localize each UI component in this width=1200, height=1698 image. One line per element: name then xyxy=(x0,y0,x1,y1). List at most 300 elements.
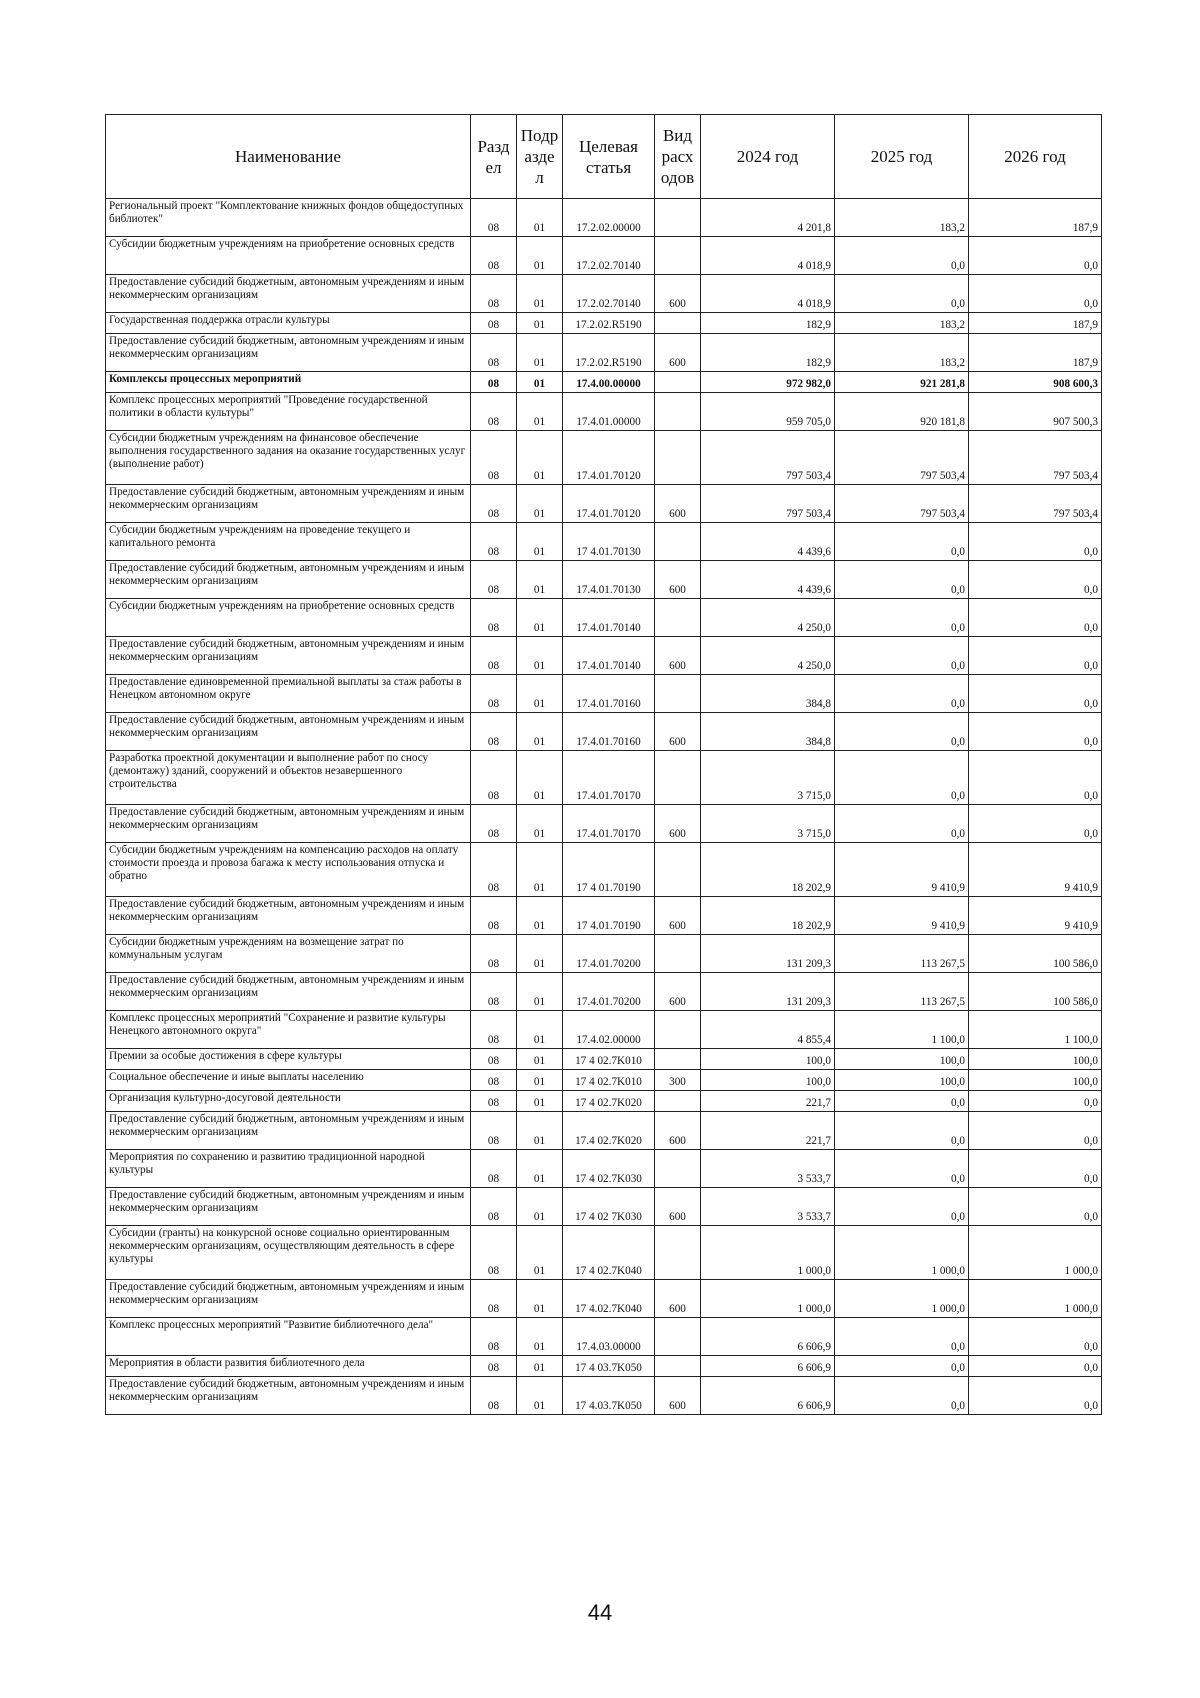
cell-section: 08 xyxy=(471,485,517,523)
cell-2025: 0,0 xyxy=(835,599,969,637)
cell-2024: 221,7 xyxy=(701,1091,835,1112)
table-row xyxy=(106,1377,1102,1415)
cell-2025: 0,0 xyxy=(835,1377,969,1415)
table-row xyxy=(106,393,1102,431)
cell-section: 08 xyxy=(471,805,517,843)
cell-2026: 187,9 xyxy=(969,313,1102,334)
cell-2026: 0,0 xyxy=(969,561,1102,599)
cell-target-article: 17 4 02.7K040 xyxy=(563,1226,655,1280)
cell-2024: 221,7 xyxy=(701,1112,835,1150)
cell-2025: 921 281,8 xyxy=(835,372,969,393)
header-name: Наименование xyxy=(106,115,471,199)
cell-section: 08 xyxy=(471,1070,517,1091)
cell-expense-type xyxy=(655,1226,701,1280)
cell-section: 08 xyxy=(471,275,517,313)
cell-2024: 182,9 xyxy=(701,313,835,334)
cell-target-article: 17.4.01.70140 xyxy=(563,637,655,675)
cell-2025: 0,0 xyxy=(835,1091,969,1112)
cell-section: 08 xyxy=(471,1049,517,1070)
cell-expense-type: 600 xyxy=(655,805,701,843)
cell-target-article: 17.4.01.70120 xyxy=(563,431,655,485)
cell-expense-type: 600 xyxy=(655,1377,701,1415)
cell-target-article: 17.4.01.70140 xyxy=(563,599,655,637)
cell-2026: 0,0 xyxy=(969,1150,1102,1188)
cell-expense-type xyxy=(655,843,701,897)
cell-name: Предоставление субсидий бюджетным, автономным учреждениям и иным некоммерческим организациям xyxy=(106,897,471,935)
cell-target-article: 17 4 03.7K050 xyxy=(563,1356,655,1377)
cell-section: 08 xyxy=(471,199,517,237)
cell-expense-type: 600 xyxy=(655,897,701,935)
cell-target-article: 17 4 02.7K030 xyxy=(563,1150,655,1188)
cell-expense-type: 600 xyxy=(655,637,701,675)
cell-subsection: 01 xyxy=(517,372,563,393)
cell-subsection: 01 xyxy=(517,523,563,561)
cell-target-article: 17 4 02.7K010 xyxy=(563,1070,655,1091)
cell-2024: 6 606,9 xyxy=(701,1318,835,1356)
cell-2025: 1 100,0 xyxy=(835,1011,969,1049)
cell-section: 08 xyxy=(471,675,517,713)
cell-subsection: 01 xyxy=(517,1070,563,1091)
cell-target-article: 17 4 02.7K020 xyxy=(563,1091,655,1112)
cell-subsection: 01 xyxy=(517,713,563,751)
table-row xyxy=(106,1049,1102,1070)
cell-2025: 100,0 xyxy=(835,1070,969,1091)
cell-expense-type: 600 xyxy=(655,485,701,523)
cell-section: 08 xyxy=(471,393,517,431)
cell-name: Предоставление субсидий бюджетным, автономным учреждениям и иным некоммерческим организациям xyxy=(106,1280,471,1318)
cell-2025: 0,0 xyxy=(835,1150,969,1188)
table-row xyxy=(106,637,1102,675)
cell-expense-type: 600 xyxy=(655,1280,701,1318)
cell-target-article: 17 4 01.70190 xyxy=(563,843,655,897)
cell-2024: 6 606,9 xyxy=(701,1377,835,1415)
cell-subsection: 01 xyxy=(517,805,563,843)
cell-subsection: 01 xyxy=(517,275,563,313)
cell-section: 08 xyxy=(471,1150,517,1188)
cell-2026: 0,0 xyxy=(969,1112,1102,1150)
cell-2025: 9 410,9 xyxy=(835,897,969,935)
cell-2025: 920 181,8 xyxy=(835,393,969,431)
cell-section: 08 xyxy=(471,599,517,637)
cell-2025: 183,2 xyxy=(835,199,969,237)
table-row xyxy=(106,313,1102,334)
cell-target-article: 17.2.02.70140 xyxy=(563,275,655,313)
cell-2026: 100 586,0 xyxy=(969,935,1102,973)
budget-table-page xyxy=(105,114,1101,1415)
cell-target-article: 17.2.02.R5190 xyxy=(563,334,655,372)
cell-expense-type: 600 xyxy=(655,973,701,1011)
cell-2026: 100 586,0 xyxy=(969,973,1102,1011)
cell-2025: 183,2 xyxy=(835,334,969,372)
cell-section: 08 xyxy=(471,713,517,751)
cell-name: Премии за особые достижения в сфере культуры xyxy=(106,1049,471,1070)
table-row xyxy=(106,843,1102,897)
cell-name: Комплексы процессных мероприятий xyxy=(106,372,471,393)
cell-target-article: 17 4.02.7K040 xyxy=(563,1280,655,1318)
cell-2026: 0,0 xyxy=(969,599,1102,637)
cell-2024: 4 439,6 xyxy=(701,561,835,599)
cell-expense-type xyxy=(655,1318,701,1356)
cell-target-article: 17.4.01.70160 xyxy=(563,713,655,751)
cell-2024: 18 202,9 xyxy=(701,897,835,935)
cell-target-article: 17.4.03.00000 xyxy=(563,1318,655,1356)
cell-section: 08 xyxy=(471,751,517,805)
cell-subsection: 01 xyxy=(517,431,563,485)
cell-subsection: 01 xyxy=(517,897,563,935)
cell-expense-type xyxy=(655,751,701,805)
cell-section: 08 xyxy=(471,897,517,935)
cell-2024: 100,0 xyxy=(701,1070,835,1091)
cell-2025: 0,0 xyxy=(835,1318,969,1356)
cell-name: Социальное обеспечение и иные выплаты населению xyxy=(106,1070,471,1091)
cell-target-article: 17.4.01.00000 xyxy=(563,393,655,431)
cell-2025: 0,0 xyxy=(835,1112,969,1150)
cell-2025: 0,0 xyxy=(835,275,969,313)
cell-2024: 100,0 xyxy=(701,1049,835,1070)
cell-section: 08 xyxy=(471,637,517,675)
cell-section: 08 xyxy=(471,1226,517,1280)
cell-2026: 187,9 xyxy=(969,334,1102,372)
cell-subsection: 01 xyxy=(517,751,563,805)
cell-name: Мероприятия в области развития библиотечного дела xyxy=(106,1356,471,1377)
cell-subsection: 01 xyxy=(517,973,563,1011)
cell-target-article: 17 4.01.70130 xyxy=(563,523,655,561)
cell-2024: 797 503,4 xyxy=(701,431,835,485)
cell-target-article: 17.4.01.70120 xyxy=(563,485,655,523)
cell-2026: 0,0 xyxy=(969,805,1102,843)
cell-expense-type: 600 xyxy=(655,1188,701,1226)
cell-2025: 183,2 xyxy=(835,313,969,334)
table-header-row xyxy=(106,115,1102,199)
cell-name: Предоставление субсидий бюджетным, автономным учреждениям и иным некоммерческим организациям xyxy=(106,1188,471,1226)
cell-expense-type xyxy=(655,1049,701,1070)
cell-2024: 3 533,7 xyxy=(701,1188,835,1226)
table-row xyxy=(106,599,1102,637)
cell-section: 08 xyxy=(471,843,517,897)
cell-name: Региональный проект "Комплектование книжных фондов общедоступных библиотек" xyxy=(106,199,471,237)
table-row xyxy=(106,237,1102,275)
cell-2026: 907 500,3 xyxy=(969,393,1102,431)
table-row xyxy=(106,485,1102,523)
cell-name: Предоставление единовременной премиальной выплаты за стаж работы в Ненецком автономном округе xyxy=(106,675,471,713)
table-row xyxy=(106,1188,1102,1226)
table-row xyxy=(106,1112,1102,1150)
cell-subsection: 01 xyxy=(517,1011,563,1049)
cell-2024: 4 018,9 xyxy=(701,237,835,275)
cell-target-article: 17.2.02.00000 xyxy=(563,199,655,237)
cell-target-article: 17.2.02.70140 xyxy=(563,237,655,275)
cell-expense-type xyxy=(655,1011,701,1049)
cell-2024: 972 982,0 xyxy=(701,372,835,393)
table-row xyxy=(106,334,1102,372)
cell-expense-type xyxy=(655,393,701,431)
cell-subsection: 01 xyxy=(517,1356,563,1377)
table-row xyxy=(106,1011,1102,1049)
cell-name: Предоставление субсидий бюджетным, автономным учреждениям и иным некоммерческим организациям xyxy=(106,805,471,843)
cell-2024: 4 439,6 xyxy=(701,523,835,561)
cell-2024: 1 000,0 xyxy=(701,1280,835,1318)
cell-target-article: 17.4 02.7K020 xyxy=(563,1112,655,1150)
cell-2024: 3 715,0 xyxy=(701,805,835,843)
cell-section: 08 xyxy=(471,1188,517,1226)
table-row xyxy=(106,751,1102,805)
cell-2025: 9 410,9 xyxy=(835,843,969,897)
cell-expense-type xyxy=(655,523,701,561)
cell-target-article: 17.2.02.R5190 xyxy=(563,313,655,334)
cell-expense-type xyxy=(655,313,701,334)
header-year-2026: 2026 год xyxy=(969,115,1102,199)
cell-subsection: 01 xyxy=(517,1150,563,1188)
cell-2026: 0,0 xyxy=(969,713,1102,751)
cell-2024: 384,8 xyxy=(701,675,835,713)
cell-subsection: 01 xyxy=(517,637,563,675)
cell-subsection: 01 xyxy=(517,1377,563,1415)
cell-2026: 797 503,4 xyxy=(969,485,1102,523)
table-row xyxy=(106,431,1102,485)
budget-table xyxy=(105,114,1102,1415)
table-row xyxy=(106,897,1102,935)
cell-target-article: 17.4.01.70200 xyxy=(563,935,655,973)
cell-2026: 1 000,0 xyxy=(969,1280,1102,1318)
cell-2025: 0,0 xyxy=(835,561,969,599)
cell-2025: 0,0 xyxy=(835,751,969,805)
cell-2024: 18 202,9 xyxy=(701,843,835,897)
cell-expense-type xyxy=(655,1356,701,1377)
cell-2024: 182,9 xyxy=(701,334,835,372)
cell-2026: 1 000,0 xyxy=(969,1226,1102,1280)
cell-expense-type xyxy=(655,1150,701,1188)
cell-name: Субсидии бюджетным учреждениям на возмещение затрат по коммунальным услугам xyxy=(106,935,471,973)
cell-2026: 0,0 xyxy=(969,1377,1102,1415)
cell-2026: 9 410,9 xyxy=(969,897,1102,935)
cell-2026: 0,0 xyxy=(969,1356,1102,1377)
table-row xyxy=(106,713,1102,751)
cell-name: Предоставление субсидий бюджетным, автономным учреждениям и иным некоммерческим организациям xyxy=(106,973,471,1011)
cell-2026: 100,0 xyxy=(969,1070,1102,1091)
cell-subsection: 01 xyxy=(517,1280,563,1318)
cell-name: Предоставление субсидий бюджетным, автономным учреждениям и иным некоммерческим организациям xyxy=(106,713,471,751)
cell-2024: 3 715,0 xyxy=(701,751,835,805)
table-row xyxy=(106,561,1102,599)
cell-2024: 6 606,9 xyxy=(701,1356,835,1377)
table-row xyxy=(106,805,1102,843)
cell-2025: 0,0 xyxy=(835,523,969,561)
cell-expense-type xyxy=(655,199,701,237)
cell-name: Субсидии бюджетным учреждениям на приобретение основных средств xyxy=(106,599,471,637)
cell-2026: 9 410,9 xyxy=(969,843,1102,897)
cell-2024: 131 209,3 xyxy=(701,935,835,973)
cell-target-article: 17.4.01.70160 xyxy=(563,675,655,713)
cell-name: Предоставление субсидий бюджетным, автономным учреждениям и иным некоммерческим организациям xyxy=(106,275,471,313)
table-row xyxy=(106,199,1102,237)
cell-2026: 0,0 xyxy=(969,675,1102,713)
cell-expense-type: 300 xyxy=(655,1070,701,1091)
cell-name: Предоставление субсидий бюджетным, автономным учреждениям и иным некоммерческим организациям xyxy=(106,637,471,675)
cell-name: Комплекс процессных мероприятий "Проведение государственной политики в области культуры" xyxy=(106,393,471,431)
cell-name: Мероприятия по сохранению и развитию традиционной народной культуры xyxy=(106,1150,471,1188)
cell-name: Предоставление субсидий бюджетным, автономным учреждениям и иным некоммерческим организациям xyxy=(106,334,471,372)
cell-subsection: 01 xyxy=(517,313,563,334)
cell-name: Субсидии бюджетным учреждениям на проведение текущего и капитального ремонта xyxy=(106,523,471,561)
cell-expense-type xyxy=(655,675,701,713)
cell-target-article: 17 4.01.70190 xyxy=(563,897,655,935)
table-row xyxy=(106,1280,1102,1318)
cell-name: Субсидии бюджетным учреждениям на компенсацию расходов на оплату стоимости проезда и провоза багажа к месту использования отпуска и обратно xyxy=(106,843,471,897)
cell-section: 08 xyxy=(471,1318,517,1356)
cell-2026: 797 503,4 xyxy=(969,431,1102,485)
cell-expense-type xyxy=(655,431,701,485)
cell-2025: 0,0 xyxy=(835,1188,969,1226)
cell-2025: 797 503,4 xyxy=(835,431,969,485)
table-row xyxy=(106,935,1102,973)
cell-2024: 4 855,4 xyxy=(701,1011,835,1049)
cell-2026: 187,9 xyxy=(969,199,1102,237)
cell-2025: 100,0 xyxy=(835,1049,969,1070)
cell-section: 08 xyxy=(471,523,517,561)
cell-2026: 0,0 xyxy=(969,523,1102,561)
cell-target-article: 17.4.02.00000 xyxy=(563,1011,655,1049)
cell-subsection: 01 xyxy=(517,935,563,973)
cell-2025: 797 503,4 xyxy=(835,485,969,523)
header-section: Разд ел xyxy=(471,115,517,199)
page-number: 44 xyxy=(587,1600,613,1625)
cell-subsection: 01 xyxy=(517,675,563,713)
cell-2026: 0,0 xyxy=(969,237,1102,275)
cell-name: Государственная поддержка отрасли культуры xyxy=(106,313,471,334)
cell-expense-type: 600 xyxy=(655,275,701,313)
cell-2025: 0,0 xyxy=(835,675,969,713)
table-row xyxy=(106,523,1102,561)
cell-expense-type xyxy=(655,599,701,637)
cell-expense-type: 600 xyxy=(655,1112,701,1150)
cell-subsection: 01 xyxy=(517,237,563,275)
cell-name: Субсидии бюджетным учреждениям на финансовое обеспечение выполнения государственного задания на оказание государственных услуг (выполнение работ) xyxy=(106,431,471,485)
header-subsection: Подр азде л xyxy=(517,115,563,199)
cell-subsection: 01 xyxy=(517,1049,563,1070)
cell-2024: 797 503,4 xyxy=(701,485,835,523)
cell-name: Субсидии (гранты) на конкурсной основе социально ориентированным некоммерческим организациям, осуществляющим деятельность в сфере культуры xyxy=(106,1226,471,1280)
cell-target-article: 17 4 02 7K030 xyxy=(563,1188,655,1226)
cell-2024: 4 018,9 xyxy=(701,275,835,313)
cell-expense-type: 600 xyxy=(655,334,701,372)
cell-2025: 0,0 xyxy=(835,805,969,843)
cell-2026: 0,0 xyxy=(969,1188,1102,1226)
cell-2024: 4 250,0 xyxy=(701,599,835,637)
cell-2026: 0,0 xyxy=(969,1091,1102,1112)
cell-expense-type xyxy=(655,935,701,973)
cell-subsection: 01 xyxy=(517,1091,563,1112)
cell-name: Комплекс процессных мероприятий "Развитие библиотечного дела" xyxy=(106,1318,471,1356)
cell-expense-type xyxy=(655,372,701,393)
cell-2024: 4 201,8 xyxy=(701,199,835,237)
cell-section: 08 xyxy=(471,1091,517,1112)
table-row xyxy=(106,675,1102,713)
cell-section: 08 xyxy=(471,935,517,973)
cell-name: Предоставление субсидий бюджетным, автономным учреждениям и иным некоммерческим организациям xyxy=(106,485,471,523)
cell-subsection: 01 xyxy=(517,1226,563,1280)
cell-expense-type: 600 xyxy=(655,713,701,751)
cell-section: 08 xyxy=(471,561,517,599)
cell-2026: 908 600,3 xyxy=(969,372,1102,393)
cell-2024: 1 000,0 xyxy=(701,1226,835,1280)
cell-2025: 0,0 xyxy=(835,1356,969,1377)
cell-2026: 0,0 xyxy=(969,1318,1102,1356)
cell-subsection: 01 xyxy=(517,1112,563,1150)
table-row xyxy=(106,372,1102,393)
table-row xyxy=(106,1226,1102,1280)
cell-2024: 3 533,7 xyxy=(701,1150,835,1188)
cell-section: 08 xyxy=(471,973,517,1011)
table-row xyxy=(106,1070,1102,1091)
cell-name: Предоставление субсидий бюджетным, автономным учреждениям и иным некоммерческим организациям xyxy=(106,1112,471,1150)
cell-target-article: 17 4.03.7K050 xyxy=(563,1377,655,1415)
cell-2026: 100,0 xyxy=(969,1049,1102,1070)
cell-2024: 384,8 xyxy=(701,713,835,751)
cell-expense-type xyxy=(655,237,701,275)
cell-expense-type xyxy=(655,1091,701,1112)
cell-target-article: 17.4.00.00000 xyxy=(563,372,655,393)
table-row xyxy=(106,275,1102,313)
cell-2026: 0,0 xyxy=(969,751,1102,805)
cell-subsection: 01 xyxy=(517,561,563,599)
table-row xyxy=(106,1091,1102,1112)
cell-2025: 0,0 xyxy=(835,637,969,675)
cell-2025: 1 000,0 xyxy=(835,1226,969,1280)
cell-target-article: 17.4.01.70130 xyxy=(563,561,655,599)
cell-name: Разработка проектной документации и выполнение работ по сносу (демонтажу) зданий, сооружений и объектов незавершенного строительства xyxy=(106,751,471,805)
cell-subsection: 01 xyxy=(517,599,563,637)
cell-name: Предоставление субсидий бюджетным, автономным учреждениям и иным некоммерческим организациям xyxy=(106,1377,471,1415)
cell-subsection: 01 xyxy=(517,1318,563,1356)
cell-target-article: 17 4 02.7K010 xyxy=(563,1049,655,1070)
cell-2024: 959 705,0 xyxy=(701,393,835,431)
cell-subsection: 01 xyxy=(517,485,563,523)
cell-subsection: 01 xyxy=(517,199,563,237)
cell-section: 08 xyxy=(471,1112,517,1150)
cell-name: Субсидии бюджетным учреждениям на приобретение основных средств xyxy=(106,237,471,275)
cell-target-article: 17.4.01.70200 xyxy=(563,973,655,1011)
cell-2024: 131 209,3 xyxy=(701,973,835,1011)
cell-section: 08 xyxy=(471,1356,517,1377)
cell-section: 08 xyxy=(471,1011,517,1049)
cell-section: 08 xyxy=(471,313,517,334)
table-row xyxy=(106,973,1102,1011)
cell-section: 08 xyxy=(471,334,517,372)
cell-name: Организация культурно-досуговой деятельности xyxy=(106,1091,471,1112)
cell-target-article: 17.4.01.70170 xyxy=(563,751,655,805)
header-year-2024: 2024 год xyxy=(701,115,835,199)
header-target-article: Целевая статья xyxy=(563,115,655,199)
table-row xyxy=(106,1318,1102,1356)
cell-section: 08 xyxy=(471,237,517,275)
cell-subsection: 01 xyxy=(517,393,563,431)
cell-name: Предоставление субсидий бюджетным, автономным учреждениям и иным некоммерческим организациям xyxy=(106,561,471,599)
cell-2025: 0,0 xyxy=(835,237,969,275)
table-row xyxy=(106,1356,1102,1377)
cell-2025: 113 267,5 xyxy=(835,935,969,973)
cell-subsection: 01 xyxy=(517,334,563,372)
cell-2024: 4 250,0 xyxy=(701,637,835,675)
cell-subsection: 01 xyxy=(517,843,563,897)
cell-2026: 0,0 xyxy=(969,637,1102,675)
cell-target-article: 17.4.01.70170 xyxy=(563,805,655,843)
cell-2025: 1 000,0 xyxy=(835,1280,969,1318)
header-year-2025: 2025 год xyxy=(835,115,969,199)
cell-subsection: 01 xyxy=(517,1188,563,1226)
cell-2026: 1 100,0 xyxy=(969,1011,1102,1049)
cell-section: 08 xyxy=(471,1280,517,1318)
cell-2026: 0,0 xyxy=(969,275,1102,313)
